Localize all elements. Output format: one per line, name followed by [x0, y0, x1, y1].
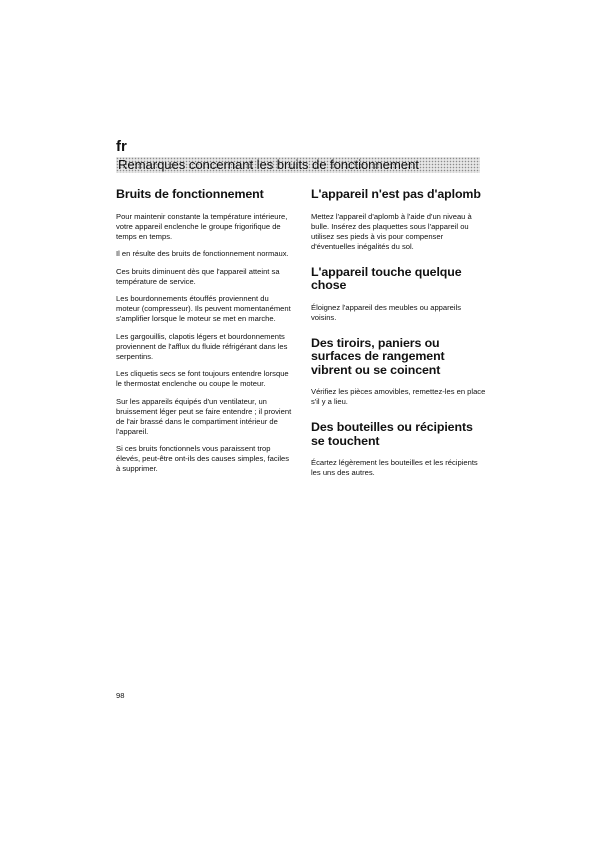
section-text: Écartez légèrement les bouteilles et les récipients les uns des autres. — [311, 458, 478, 477]
section-heading: L'appareil touche quelque chose — [311, 264, 462, 292]
section-text: Mettez l'appareil d'aplomb à l'aide d'un niveau à bulle. Insérez des plaquettes sous l'appareil ou utilisez ses pieds à vis pour compenser d'éventuelles inégalités du sol. — [311, 211, 472, 251]
section — [311, 266, 487, 323]
paragraph: Les bourdonnements étouffés proviennent du moteur (compresseur). Ils peuvent momentanément s'amplifier lorsque le moteur se met en marche. — [116, 294, 291, 323]
paragraph: Les cliquetis secs se font toujours entendre lorsque le thermostat enclenche ou coupe le moteur. — [116, 369, 289, 388]
paragraph: Si ces bruits fonctionnels vous paraissent trop élevés, peut-être ont-ils des causes simples, faciles à supprimer. — [116, 444, 290, 473]
page-number: 98 — [116, 691, 125, 700]
section — [311, 421, 487, 478]
section — [311, 188, 487, 252]
paragraph: Ces bruits diminuent dès que l'appareil atteint sa température de service. — [116, 266, 280, 286]
section-banner — [116, 157, 480, 173]
section — [311, 337, 487, 408]
banner-title: Remarques concernant les bruits de fonctionnement — [118, 157, 419, 172]
left-heading: Bruits de fonctionnement — [116, 187, 264, 201]
paragraph: Il en résulte des bruits de fonctionnement normaux. — [116, 249, 289, 258]
section-text: Éloignez l'appareil des meubles ou appareils voisins. — [311, 302, 462, 322]
left-column — [116, 188, 292, 482]
paragraph: Sur les appareils équipés d'un ventilateur, un bruissement léger peut se faire entendre ; il provient de l'air brassé dans le compartiment intérieur de l'appareil. — [116, 396, 292, 436]
section-heading: Des bouteilles ou récipients se touchent — [311, 420, 473, 448]
section-heading: Des tiroirs, paniers ou surfaces de rangement vibrent ou se coincent — [311, 335, 445, 377]
section-heading: L'appareil n'est pas d'aplomb — [311, 187, 481, 201]
language-code: fr — [116, 138, 127, 155]
paragraph: Les gargouillis, clapotis légers et bourdonnements proviennent de l'afflux du fluide réfrigérant dans les serpentins. — [116, 331, 288, 361]
paragraph: Pour maintenir constante la température intérieure, votre appareil enclenche le groupe frigorifique de temps en temps. — [116, 211, 288, 241]
right-column — [311, 188, 487, 492]
section-text: Vérifiez les pièces amovibles, remettez-les en place s'il y a lieu. — [311, 387, 486, 406]
